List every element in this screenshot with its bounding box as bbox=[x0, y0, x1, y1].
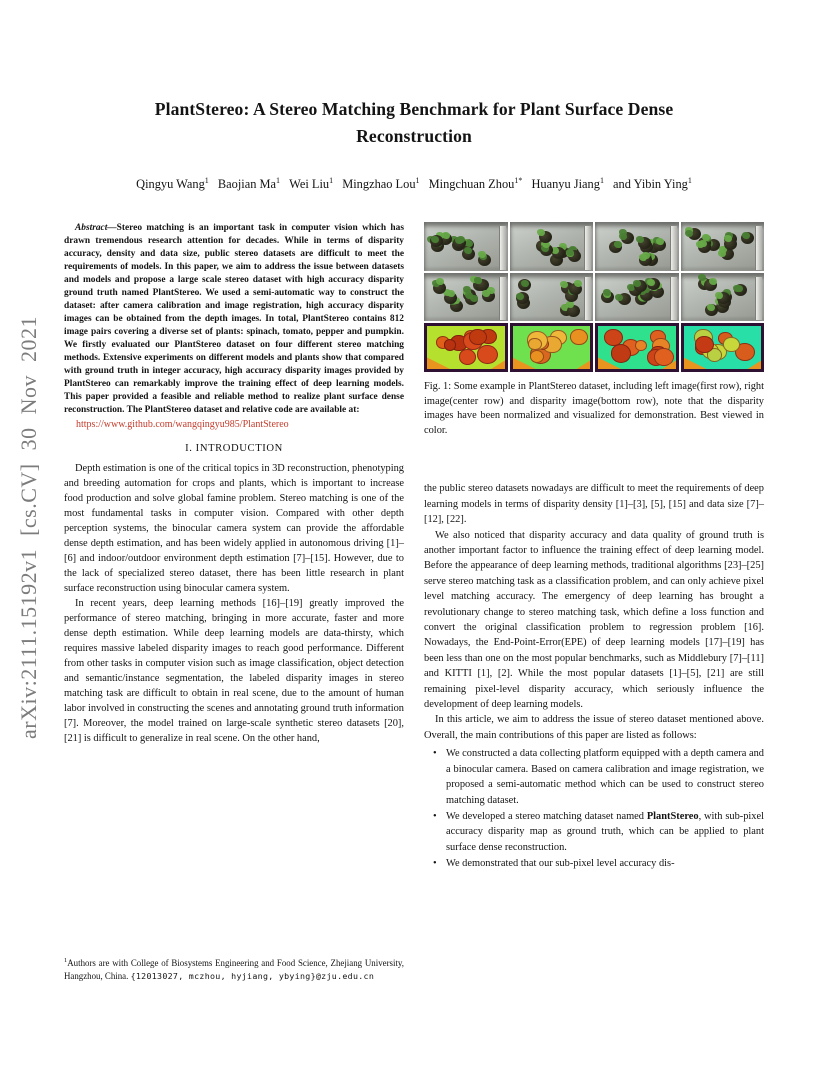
right-image bbox=[424, 273, 508, 322]
left-image bbox=[681, 222, 765, 271]
section-heading-introduction: I. INTRODUCTION bbox=[185, 443, 283, 454]
author: Mingchuan Zhou$^{1*}$ bbox=[428, 176, 523, 192]
author: Qingyu Wang$^1$ bbox=[136, 176, 209, 192]
intro-paragraph-2: In recent years, deep learning methods [16]–[19] greatly improved the performance of stereo matching, bringing in more accurate, faster and more dense depth estimation. While deep learning models are data-thirsty, which requires massive labeled disparity images to reach good performance. Different from other tasks in computer vision such as image classification, object detection and semantic/instance segmentation, the labeled disparity images in stereo matching task are difficult to obtain in real scene, due to the amount of human labor involved in constructing the scenes and annotating ground truth information [7]. Moreover, the model trained on large-scale synthetic stereo datasets [20], [21] is difficult to generalize in real scene. On the other hand, bbox=[64, 598, 404, 744]
author: and Yibin Ying$^1$ bbox=[613, 176, 692, 192]
contributions-list bbox=[424, 746, 764, 871]
main-paragraph-1: the public stereo datasets nowadays are difficult to meet the requirements of deep learning models in terms of disparity density [1]–[3], [5], [15] and data size [7]–[12], [22]. bbox=[424, 483, 764, 526]
left-column bbox=[64, 222, 404, 1022]
right-image bbox=[681, 273, 765, 322]
left-image bbox=[424, 222, 508, 271]
left-image bbox=[595, 222, 679, 271]
disparity-image bbox=[510, 323, 594, 372]
main-paragraph-2: We also noticed that disparity accuracy and data quality of ground truth is another important factor to influence the training effect of deep learning model. Before the appearance of deep learning methods, traditional algorithms [23]–[25] serve stereo matching task as a classification problem, and can only achieve pixel level matching accuracy. The emergency of deep learning has brought a revolutionary change to stereo matching task, which define a loss function and convert the original classification problem to regression problem [16]. Nowadays, the End-Point-Error(EPE) of deep learning models [17]–[19] has been less than one on the most popular benchmarks, such as Middlebury [7]–[11] and KITTI [1], [2]. While the most popular datasets [1]–[5], [21] are still remaining pixel-level disparity accuracy, which seriously influence the development of deep learning models. bbox=[424, 529, 764, 711]
footnote-emails: {12013027, mczhou, hyjiang, ybying}@zju.edu.cn bbox=[130, 970, 375, 981]
contribution-item: • We developed a stereo matching dataset named PlantStereo, with sub-pixel accuracy disparity map as ground truth, which can be applied to plant surface dense reconstruction. bbox=[433, 809, 764, 855]
disparity-image bbox=[595, 323, 679, 372]
right-image bbox=[595, 273, 679, 322]
disparity-image bbox=[424, 323, 508, 372]
author-footnote: $^1$Authors are with College of Biosystems Engineering and Food Science, Zhejiang University, Hangzhou, China. {12013027, mczhou, hyjiang, ybying}@zju.edu.cn bbox=[64, 957, 404, 981]
arxiv-watermark: arXiv:2111.15192v1 [cs.CV] 30 Nov 2021 bbox=[16, 316, 41, 740]
author: Baojian Ma$^1$ bbox=[217, 176, 281, 192]
paper-title: PlantStereo: A Stereo Matching Benchmark for Plant Surface Dense Reconstruction bbox=[154, 99, 674, 146]
github-link[interactable]: https://www.github.com/wangqingyu985/PlantStereo bbox=[76, 419, 289, 430]
author: Mingzhao Lou$^1$ bbox=[342, 176, 420, 192]
contribution-item: • We constructed a data collecting platform equipped with a depth camera and a binocular camera. Based on camera calibration and image registration, we proposed a semi-automatic method which can be used to construct stereo matching dataset. bbox=[433, 746, 764, 808]
author-line bbox=[64, 176, 764, 192]
disparity-image bbox=[681, 323, 765, 372]
author: Huanyu Jiang$^1$ bbox=[531, 176, 604, 192]
intro-paragraph-1: Depth estimation is one of the critical topics in 3D reconstruction, phenotyping and breeding automation for crops and plants, which is important to increase food production and solve global famine problem. Stereo matching is one of the most fundamental tasks in computer vision. Compared with other depth perception systems, the binocular camera system can provide the affordable dense depth estimation, and has been widely applied in autonomous driving [1]–[6] and indoor/outdoor environment depth estimation [7]–[15]. However, due to the lack of specialized stereo dataset, there has been little research in plant surface reconstruction using binocular camera system. bbox=[64, 463, 404, 594]
figure-caption: Fig. 1: Some example in PlantStereo dataset, including left image(first row), right image(center row) and disparity image(bottom row), note that the disparity images have been normalized and visualized for demonstration. Best viewed in color. bbox=[424, 381, 765, 436]
abstract-label: Abstract— bbox=[75, 223, 117, 233]
right-column bbox=[424, 222, 764, 1022]
main-paragraph-3: In this article, we aim to address the issue of stereo dataset mentioned above. Overall, the main contributions of this paper are listed as follows: bbox=[424, 714, 764, 741]
left-image bbox=[510, 222, 594, 271]
dataset-url-line bbox=[76, 418, 404, 432]
contribution-item: • We demonstrated that our sub-pixel level accuracy dis- bbox=[433, 856, 764, 871]
right-image bbox=[510, 273, 594, 322]
abstract: Abstract—Stereo matching is an important task in computer vision which has drawn tremendous research attention for decades. While in terms of disparity accuracy, density and data size, public stereo datasets are difficult to meet the requirements of models. In this paper, we aim to address the issue between datasets and models and propose a large scale stereo dataset with high accuracy disparity ground truth named PlantStereo. We used a semi-automatic way to construct the dataset: after camera calibration and image registration, high accuracy disparity images can be obtained from the depth images. In total, PlantStereo contains 812 image pairs covering a diverse set of plants: spinach, tomato, pepper and pumpkin. We firstly evaluated our PlantStereo dataset on four different stereo matching methods. Extensive experiments on different models and plants show that compared with ground truth in integer accuracy, high accuracy disparity images provided by PlantStereo can remarkably improve the training effect of deep learning models. This paper provided a feasible and reliable method to realize plant surface dense reconstruction. The PlantStereo dataset and relative code are available at: bbox=[64, 223, 404, 415]
figure-label: Fig. 1: bbox=[424, 381, 452, 392]
figure-grid bbox=[424, 222, 764, 372]
author: Wei Liu$^1$ bbox=[289, 176, 334, 192]
figure-1 bbox=[424, 222, 764, 438]
